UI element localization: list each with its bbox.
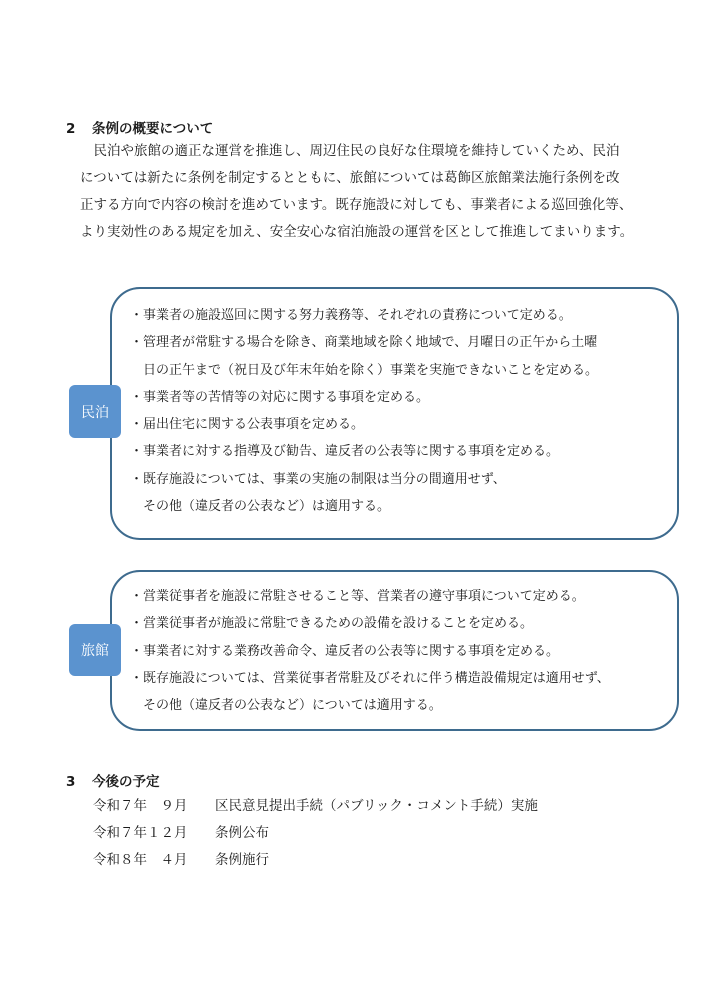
ryokan-label: 旅館 bbox=[69, 624, 121, 676]
overview-paragraph bbox=[80, 138, 633, 246]
ryokan-list bbox=[130, 583, 610, 719]
schedule-event: 条例公布 bbox=[215, 825, 269, 841]
schedule-event: 区民意見提出手続（パブリック・コメント手続）実施 bbox=[215, 798, 538, 814]
list-item: ・事業者の施設巡回に関する努力義務等、それぞれの責務について定める。 bbox=[130, 308, 572, 323]
list-item: ・営業従事者が施設に常駐できるための設備を設けることを定める。 bbox=[130, 616, 534, 632]
list-item: ・営業従事者を施設に常駐させること等、営業者の遵守事項について定める。 bbox=[130, 589, 585, 604]
list-item: ・事業者に対する指導及び勧告、違反者の公表等に関する事項を定める。 bbox=[130, 444, 560, 460]
list-item: ・管理者が常駐する場合を除き、商業地域を除く地域で、月曜日の正午から土曜 bbox=[130, 335, 598, 351]
paragraph-line: より実効性のある規定を加え、安全安心な宿泊施設の運営を区として推進してまいります。 bbox=[80, 224, 634, 240]
schedule-row bbox=[93, 793, 538, 820]
list-item: その他（違反者の公表など）は適用する。 bbox=[130, 499, 391, 515]
schedule-event: 条例施行 bbox=[215, 852, 269, 868]
list-item: ・事業者等の苦情等の対応に関する事項を定める。 bbox=[130, 389, 430, 405]
paragraph-line: については新たに条例を制定するとともに、旅館については葛飾区旅館業法施行条例を改 bbox=[80, 170, 620, 186]
paragraph-line: 正する方向で内容の検討を進めています。既存施設に対しても、事業者による巡回強化等、 bbox=[80, 197, 633, 213]
paragraph-line: 民泊や旅館の適正な運営を推進し、周辺住民の良好な住環境を維持していくため、民泊 bbox=[80, 143, 620, 159]
list-item: ・届出住宅に関する公表事項を定める。 bbox=[130, 417, 365, 433]
section-2-heading bbox=[66, 117, 213, 137]
list-item: ・事業者に対する業務改善命令、違反者の公表等に関する事項を定める。 bbox=[130, 643, 560, 659]
section-title: 条例の概要について bbox=[92, 121, 214, 137]
schedule-row bbox=[93, 847, 538, 874]
minpaku-list bbox=[130, 302, 598, 520]
section-number: 3 bbox=[66, 774, 76, 790]
schedule-date: 令和８年 ４月 bbox=[93, 852, 188, 868]
list-item: その他（違反者の公表など）については適用する。 bbox=[130, 698, 442, 714]
list-item: 日の正午まで（祝日及び年末年始を除く）事業を実施できないことを定める。 bbox=[130, 362, 599, 378]
minpaku-label: 民泊 bbox=[69, 385, 121, 438]
list-item: ・既存施設については、事業の実施の制限は当分の間適用せず、 bbox=[130, 471, 506, 487]
schedule-date: 令和７年 ９月 bbox=[93, 798, 188, 814]
section-title: 今後の予定 bbox=[92, 774, 160, 790]
schedule-list bbox=[93, 793, 538, 874]
schedule-date: 令和７年１２月 bbox=[93, 825, 188, 841]
section-3-heading bbox=[66, 770, 160, 790]
schedule-row bbox=[93, 820, 538, 847]
list-item: ・既存施設については、営業従事者常駐及びそれに伴う構造設備規定は適用せず、 bbox=[130, 670, 610, 686]
section-number: 2 bbox=[66, 121, 76, 137]
